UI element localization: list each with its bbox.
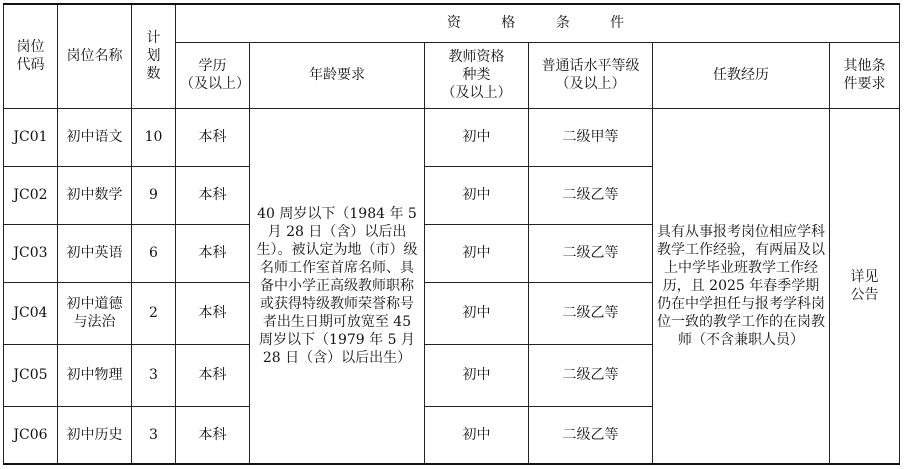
teacher-cert-cell: 初中 [425,282,529,344]
teacher-cert-cell: 初中 [425,166,529,224]
mandarin-cell: 二级乙等 [529,406,653,464]
header-mandarin: 普通话水平等级 （及以上） [529,42,653,108]
post-code-cell: JC02 [4,166,58,224]
post-name-cell: 初中物理 [58,344,132,406]
education-cell: 本科 [176,344,250,406]
post-code-cell: JC04 [4,282,58,344]
education-cell: 本科 [176,406,250,464]
education-cell: 本科 [176,108,250,166]
header-qualifications: 资 格 条 件 [176,4,900,42]
post-code-cell: JC01 [4,108,58,166]
mandarin-cell: 二级甲等 [529,108,653,166]
header-education: 学历 （及以上） [176,42,250,108]
post-code-cell: JC03 [4,224,58,282]
header-other: 其他条 件要求 [830,42,900,108]
mandarin-cell: 二级乙等 [529,224,653,282]
header-plan-count: 计 划 数 [132,4,176,108]
teacher-cert-cell: 初中 [425,108,529,166]
header-age: 年龄要求 [250,42,425,108]
recruitment-table [3,3,900,465]
teacher-cert-cell: 初中 [425,344,529,406]
teacher-cert-cell: 初中 [425,406,529,464]
plan-count-cell: 9 [132,166,176,224]
experience-requirement-cell: 具有从事报考岗位相应学科教学工作经验，有两届及以上中学毕业班教学工作经历，且 2025 年春季学期仍在中学担任与报考学科岗位一致的教学工作的在岗教师（不含兼职人员） [653,108,830,464]
header-experience: 任教经历 [653,42,830,108]
age-requirement-cell: 40 周岁以下（1984 年 5 月 28 日（含）以后出生）。被认定为地（市）级名师工作室首席名师、具备中小学正高级教师职称或获得特级教师荣誉称号者出生日期可放宽至 45 周岁以下（1979 年 5 月 28 日（含）以后出生） [250,108,425,464]
plan-count-cell: 3 [132,406,176,464]
post-name-cell: 初中数学 [58,166,132,224]
mandarin-cell: 二级乙等 [529,282,653,344]
mandarin-cell: 二级乙等 [529,166,653,224]
header-row-1 [4,4,900,42]
post-name-cell: 初中历史 [58,406,132,464]
header-teacher-cert: 教师资格 种类 （及以上） [425,42,529,108]
header-post-name: 岗位名称 [58,4,132,108]
post-name-cell: 初中道德 与法治 [58,282,132,344]
other-requirement-cell: 详见 公告 [830,108,900,464]
education-cell: 本科 [176,282,250,344]
plan-count-cell: 10 [132,108,176,166]
header-post-code: 岗位 代码 [4,4,58,108]
table-row [4,108,900,166]
teacher-cert-cell: 初中 [425,224,529,282]
plan-count-cell: 3 [132,344,176,406]
post-code-cell: JC05 [4,344,58,406]
plan-count-cell: 6 [132,224,176,282]
education-cell: 本科 [176,224,250,282]
mandarin-cell: 二级乙等 [529,344,653,406]
post-name-cell: 初中英语 [58,224,132,282]
education-cell: 本科 [176,166,250,224]
post-code-cell: JC06 [4,406,58,464]
plan-count-cell: 2 [132,282,176,344]
post-name-cell: 初中语文 [58,108,132,166]
